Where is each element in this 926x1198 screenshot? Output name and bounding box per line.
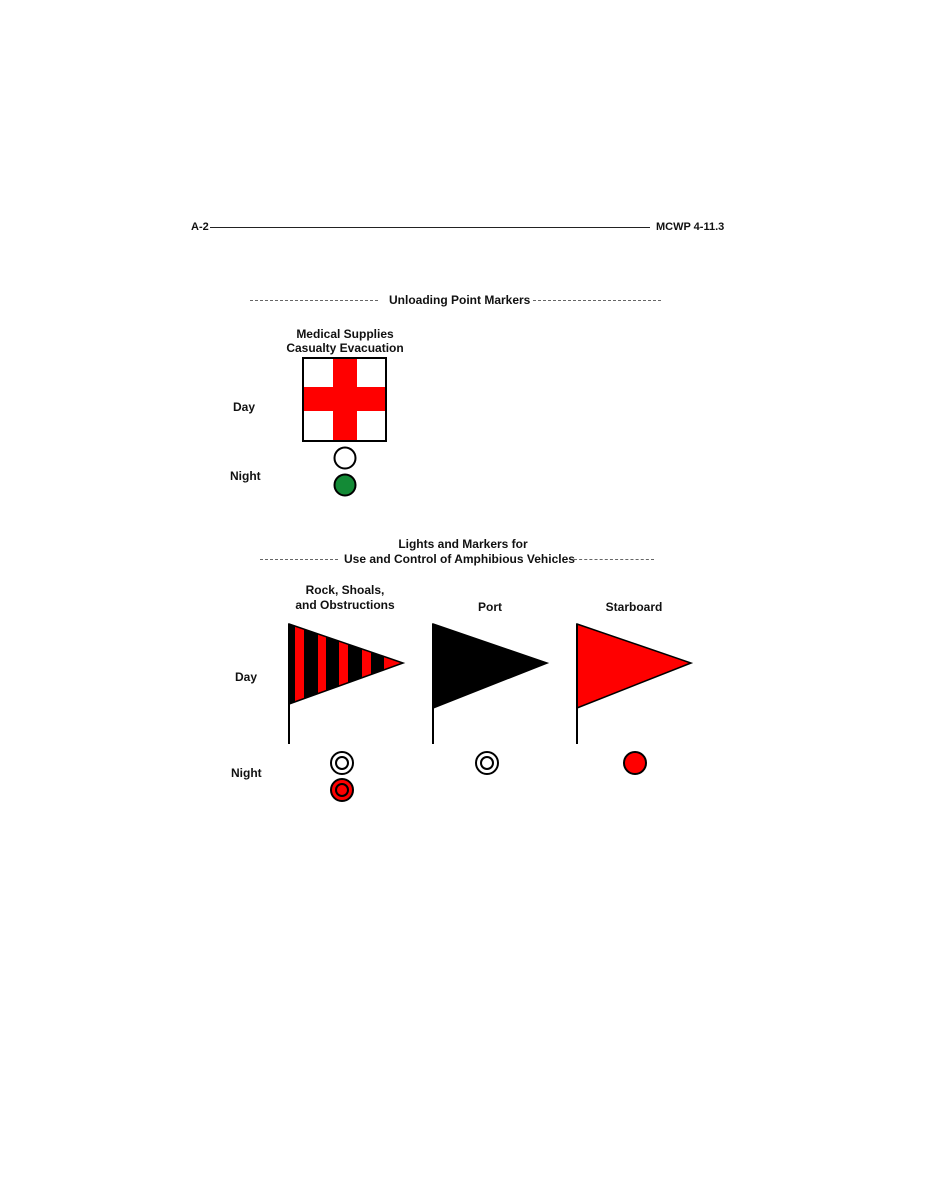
starboard-pennant-fill bbox=[577, 624, 691, 708]
starboard-pennant-flag bbox=[573, 622, 695, 746]
port-night-light bbox=[473, 749, 501, 777]
section2-night-label: Night bbox=[231, 766, 262, 780]
rock-shoals-night-lights bbox=[328, 749, 356, 805]
green-light-icon bbox=[335, 475, 356, 496]
section2-title-line1: Lights and Markers for bbox=[398, 537, 528, 551]
red-cross-horizontal-bar bbox=[304, 387, 385, 411]
rock-shoals-heading bbox=[280, 583, 410, 613]
starboard-night-light bbox=[621, 749, 649, 777]
striped-pennant-flag bbox=[285, 622, 407, 746]
rock-shoals-heading-line2-text: and Obstructions bbox=[295, 598, 395, 612]
section2-title-line2: Use and Control of Amphibious Vehicles bbox=[344, 552, 575, 566]
section2-day-label: Day bbox=[235, 670, 258, 684]
page-number: A-2 bbox=[191, 221, 209, 233]
section2-dash-left bbox=[260, 559, 338, 560]
section2-dash-right bbox=[574, 559, 654, 560]
rock-shoals-heading-line1: Rock, Shoals, bbox=[305, 583, 385, 597]
starboard-heading: Starboard bbox=[605, 600, 663, 614]
port-heading: Port bbox=[478, 600, 502, 614]
white-light-icon bbox=[335, 448, 356, 469]
section1-day-label: Day bbox=[233, 400, 256, 414]
header-rule bbox=[210, 227, 650, 228]
medical-marker-title bbox=[280, 327, 410, 355]
port-pennant-fill bbox=[433, 624, 547, 708]
publication-id: MCWP 4-11.3 bbox=[656, 221, 725, 233]
medical-marker-title-line1: Medical Supplies bbox=[296, 327, 394, 341]
section1-title: Unloading Point Markers bbox=[389, 293, 531, 307]
section1-night-label: Night bbox=[230, 469, 261, 483]
section1-dash-left bbox=[250, 300, 378, 301]
port-pennant-flag bbox=[429, 622, 551, 746]
red-light-icon bbox=[624, 752, 646, 774]
medical-night-lights bbox=[332, 446, 358, 498]
red-cross-marker bbox=[302, 357, 388, 443]
section1-dash-right bbox=[533, 300, 661, 301]
medical-marker-title-line2: Casualty Evacuation bbox=[286, 341, 404, 355]
